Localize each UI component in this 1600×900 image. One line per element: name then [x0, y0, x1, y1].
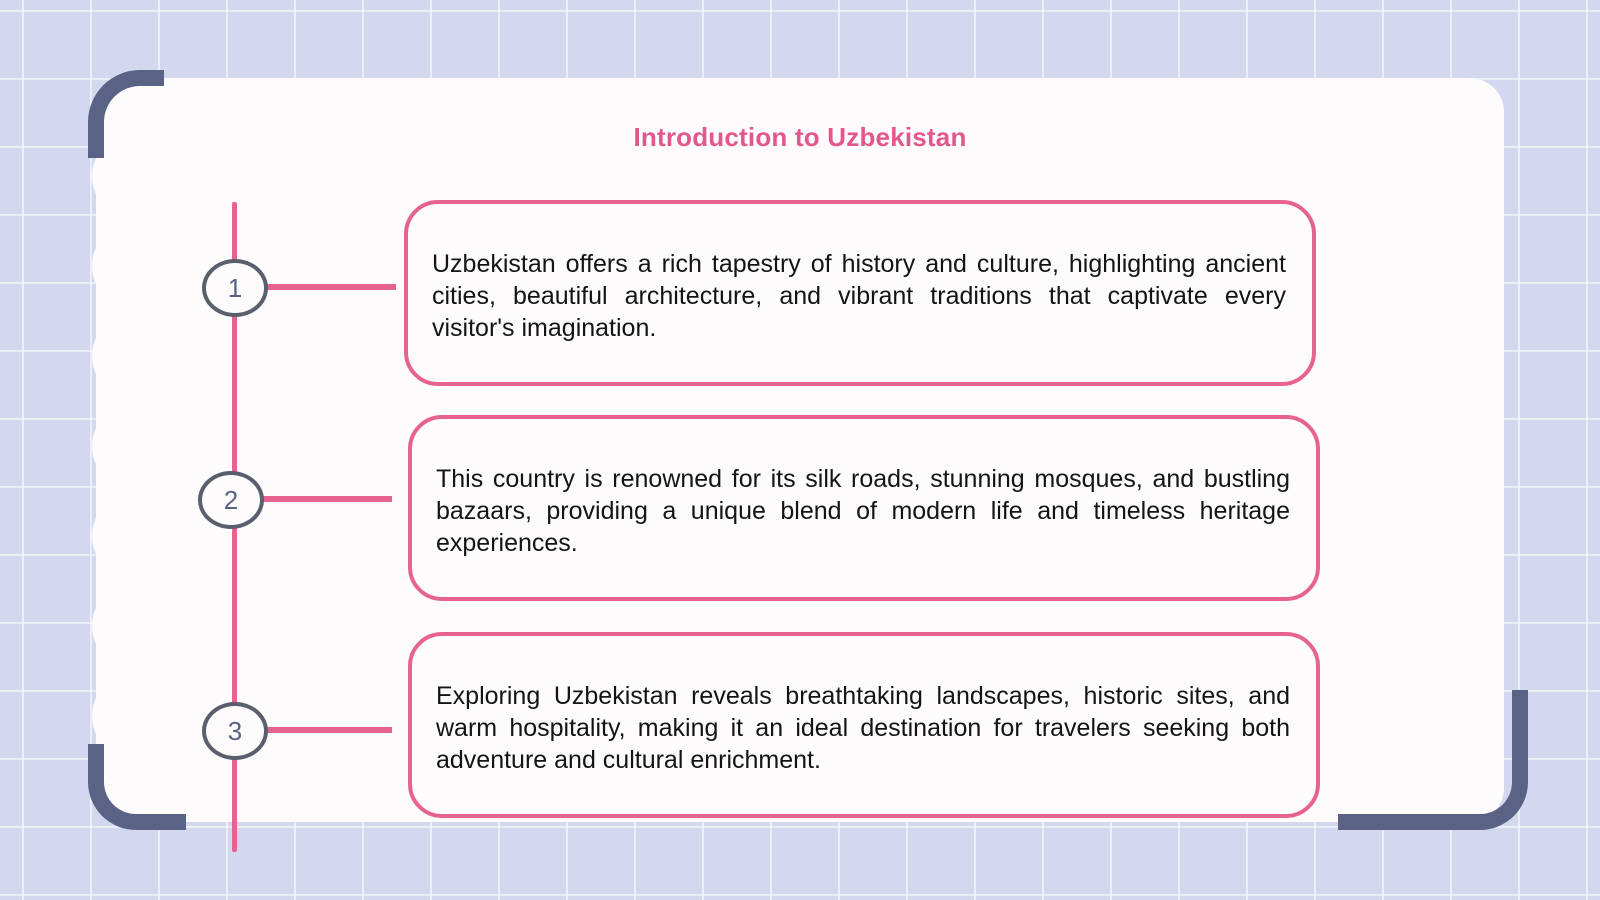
page-title: Introduction to Uzbekistan	[633, 122, 967, 152]
card-scallop	[92, 418, 126, 474]
step-number-badge: 2	[198, 471, 264, 529]
frame-corner-bottom-left	[88, 744, 186, 830]
card-scallop	[92, 238, 126, 294]
timeline-connector	[258, 496, 392, 502]
card-scallop	[92, 688, 126, 744]
card-scallop	[92, 328, 126, 384]
step-number-badge: 1	[202, 259, 268, 317]
info-box-1	[404, 200, 1316, 386]
card-scallop	[92, 598, 126, 654]
info-box-2	[408, 415, 1320, 601]
frame-corner-bottom-right	[1338, 690, 1528, 830]
info-box-text: This country is renowned for its silk roads, stunning mosques, and bustling bazaars, providing a unique blend of modern life and timeless heritage experiences.	[436, 465, 1290, 557]
timeline-connector	[262, 284, 396, 290]
info-box-text: Uzbekistan offers a rich tapestry of history and culture, highlighting ancient cities, beautiful architecture, and vibrant traditions that captivate every visitor's imagination.	[432, 250, 1286, 342]
info-box-text: Exploring Uzbekistan reveals breathtaking landscapes, historic sites, and warm hospitality, making it an ideal destination for travelers seeking both adventure and cultural enrichment.	[436, 682, 1290, 774]
step-number-badge: 3	[202, 702, 268, 760]
card-scallop	[92, 508, 126, 564]
timeline-connector	[262, 727, 392, 733]
info-box-3	[408, 632, 1320, 818]
